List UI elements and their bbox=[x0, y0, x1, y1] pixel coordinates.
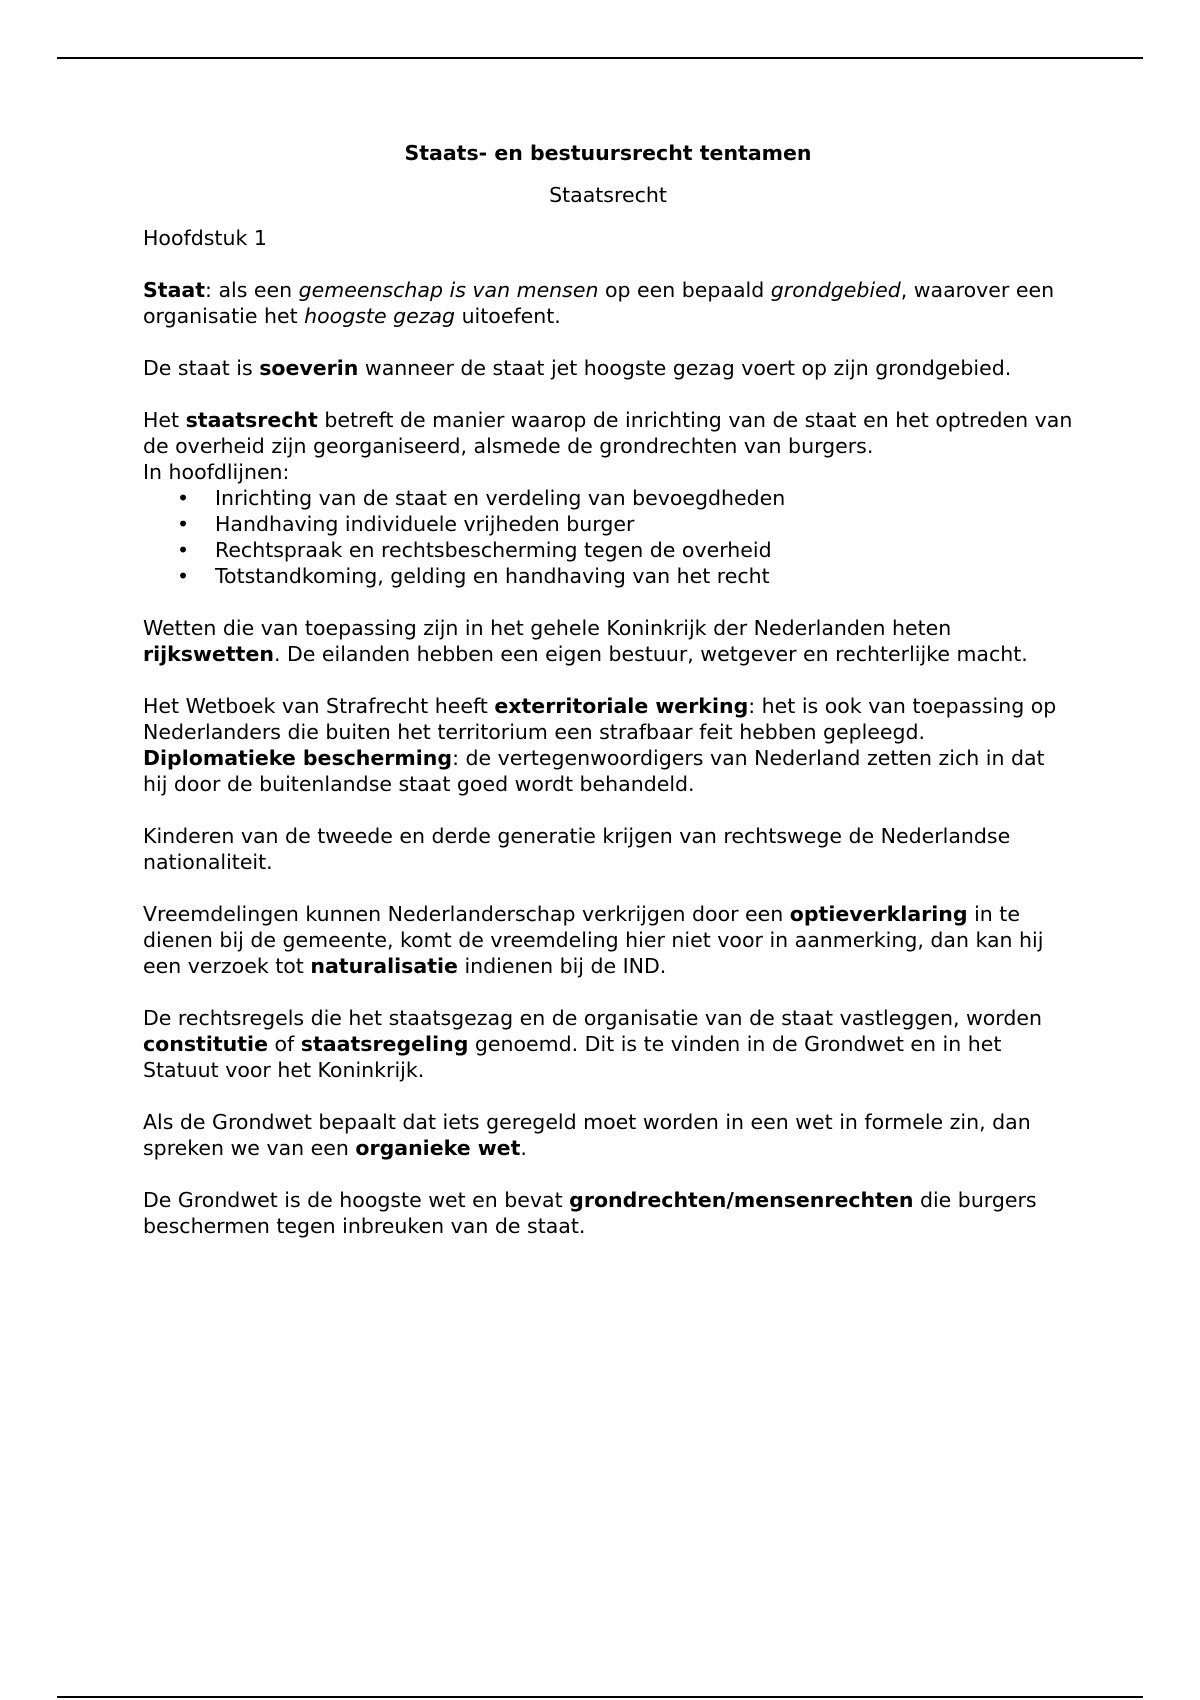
text-span: , waarover een organisatie het bbox=[143, 278, 1055, 328]
term-naturalisatie: naturalisatie bbox=[310, 954, 458, 978]
term-staatsrecht: staatsrecht bbox=[185, 408, 318, 432]
document-title: Staats- en bestuursrecht tentamen bbox=[404, 141, 812, 165]
text-span: wanneer de staat jet hoogste gezag voert op zijn grondgebied. bbox=[358, 356, 1012, 380]
list-item: • Inrichting van de staat en verdeling van bevoegdheden bbox=[143, 485, 1073, 511]
paragraph-constitutie bbox=[143, 1005, 1073, 1083]
term-rijkswetten: rijkswetten bbox=[143, 642, 274, 666]
paragraph-nationaliteit: Kinderen van de tweede en derde generatie krijgen van rechtswege de Nederlandse nationaliteit. bbox=[143, 824, 1011, 874]
paragraph-rijkswetten bbox=[143, 615, 1073, 667]
term-soeverin: soeverin bbox=[259, 356, 359, 380]
chapter-heading: Hoofdstuk 1 bbox=[143, 226, 267, 250]
text-span: . De eilanden hebben een eigen bestuur, wetgever en rechterlijke macht. bbox=[273, 642, 1028, 666]
text-span: . bbox=[520, 1136, 527, 1160]
text-span: uitoefent. bbox=[455, 304, 561, 328]
term-exterritoriale-werking: exterritoriale werking bbox=[494, 694, 749, 718]
text-span: in te dienen bij de gemeente, komt de vreemdeling hier niet voor in aanmerking, dan kan hij een verzoek tot bbox=[143, 902, 1044, 978]
document-body bbox=[143, 139, 1073, 1239]
text-span: Vreemdelingen kunnen Nederlanderschap verkrijgen door een bbox=[143, 902, 790, 926]
emphasis-gemeenschap: gemeenschap is van mensen bbox=[298, 278, 599, 302]
text-span: op een bepaald bbox=[598, 278, 771, 302]
term-constitutie: constitutie bbox=[143, 1032, 268, 1056]
text-span: Het Wetboek van Strafrecht heeft bbox=[143, 694, 495, 718]
text-span: genoemd. Dit is te vinden in de Grondwet en in het Statuut voor het Koninkrijk. bbox=[143, 1032, 1002, 1082]
paragraph-soeverin bbox=[143, 355, 1073, 381]
paragraph-hoofdlijnen: In hoofdlijnen: bbox=[143, 460, 290, 484]
list-item: • Rechtspraak en rechtsbescherming tegen de overheid bbox=[143, 537, 1073, 563]
list-item: • Handhaving individuele vrijheden burger bbox=[143, 511, 1073, 537]
term-staat: Staat bbox=[143, 278, 206, 302]
paragraph-staat bbox=[143, 277, 1073, 329]
term-organieke-wet: organieke wet bbox=[355, 1136, 521, 1160]
term-grondrechten: grondrechten/mensenrechten bbox=[569, 1188, 914, 1212]
text-span: De rechtsregels die het staatsgezag en de organisatie van de staat vastleggen, worden bbox=[143, 1006, 1042, 1030]
term-staatsregeling: staatsregeling bbox=[300, 1032, 469, 1056]
paragraph-staatsrecht bbox=[143, 407, 1073, 459]
text-span: De staat is bbox=[143, 356, 260, 380]
text-span: Het bbox=[143, 408, 186, 432]
text-span: betreft de manier waarop de inrichting van de staat en het optreden van de overheid zijn georganiseerd, alsmede de grondrechten van burgers. bbox=[143, 408, 1073, 458]
paragraph-naturalisatie bbox=[143, 901, 1073, 979]
paragraph-organieke-wet bbox=[143, 1109, 1073, 1161]
term-optieverklaring: optieverklaring bbox=[789, 902, 968, 926]
emphasis-grondgebied: grondgebied bbox=[770, 278, 901, 302]
paragraph-grondrechten bbox=[143, 1187, 1073, 1239]
header-rule bbox=[57, 57, 1143, 59]
text-span: : als een bbox=[205, 278, 299, 302]
text-span: : de vertegenwoordigers van Nederland zetten zich in dat hij door de buitenlandse staat goed wordt behandeld. bbox=[143, 746, 1045, 796]
text-span: De Grondwet is de hoogste wet en bevat bbox=[143, 1188, 570, 1212]
text-span: Wetten die van toepassing zijn in het gehele Koninkrijk der Nederlanden heten bbox=[143, 616, 952, 640]
hoofdlijnen-list bbox=[143, 485, 1073, 589]
emphasis-hoogste-gezag: hoogste gezag bbox=[304, 304, 456, 328]
text-span: die burgers beschermen tegen inbreuken van de staat. bbox=[143, 1188, 1037, 1238]
text-span: of bbox=[267, 1032, 301, 1056]
paragraph-exterritoriale-werking bbox=[143, 693, 1073, 797]
document-subtitle: Staatsrecht bbox=[549, 183, 667, 207]
text-span: : het is ook van toepassing op Nederlanders die buiten het territorium een strafbaar feit hebben gepleegd. bbox=[143, 694, 1057, 744]
list-item: • Totstandkoming, gelding en handhaving van het recht bbox=[143, 563, 1073, 589]
text-span: indienen bij de IND. bbox=[457, 954, 667, 978]
footer-rule bbox=[57, 1696, 1143, 1698]
term-diplomatieke-bescherming: Diplomatieke bescherming bbox=[143, 746, 453, 770]
text-span: Als de Grondwet bepaalt dat iets geregeld moet worden in een wet in formele zin, dan spreken we van een bbox=[143, 1110, 1031, 1160]
